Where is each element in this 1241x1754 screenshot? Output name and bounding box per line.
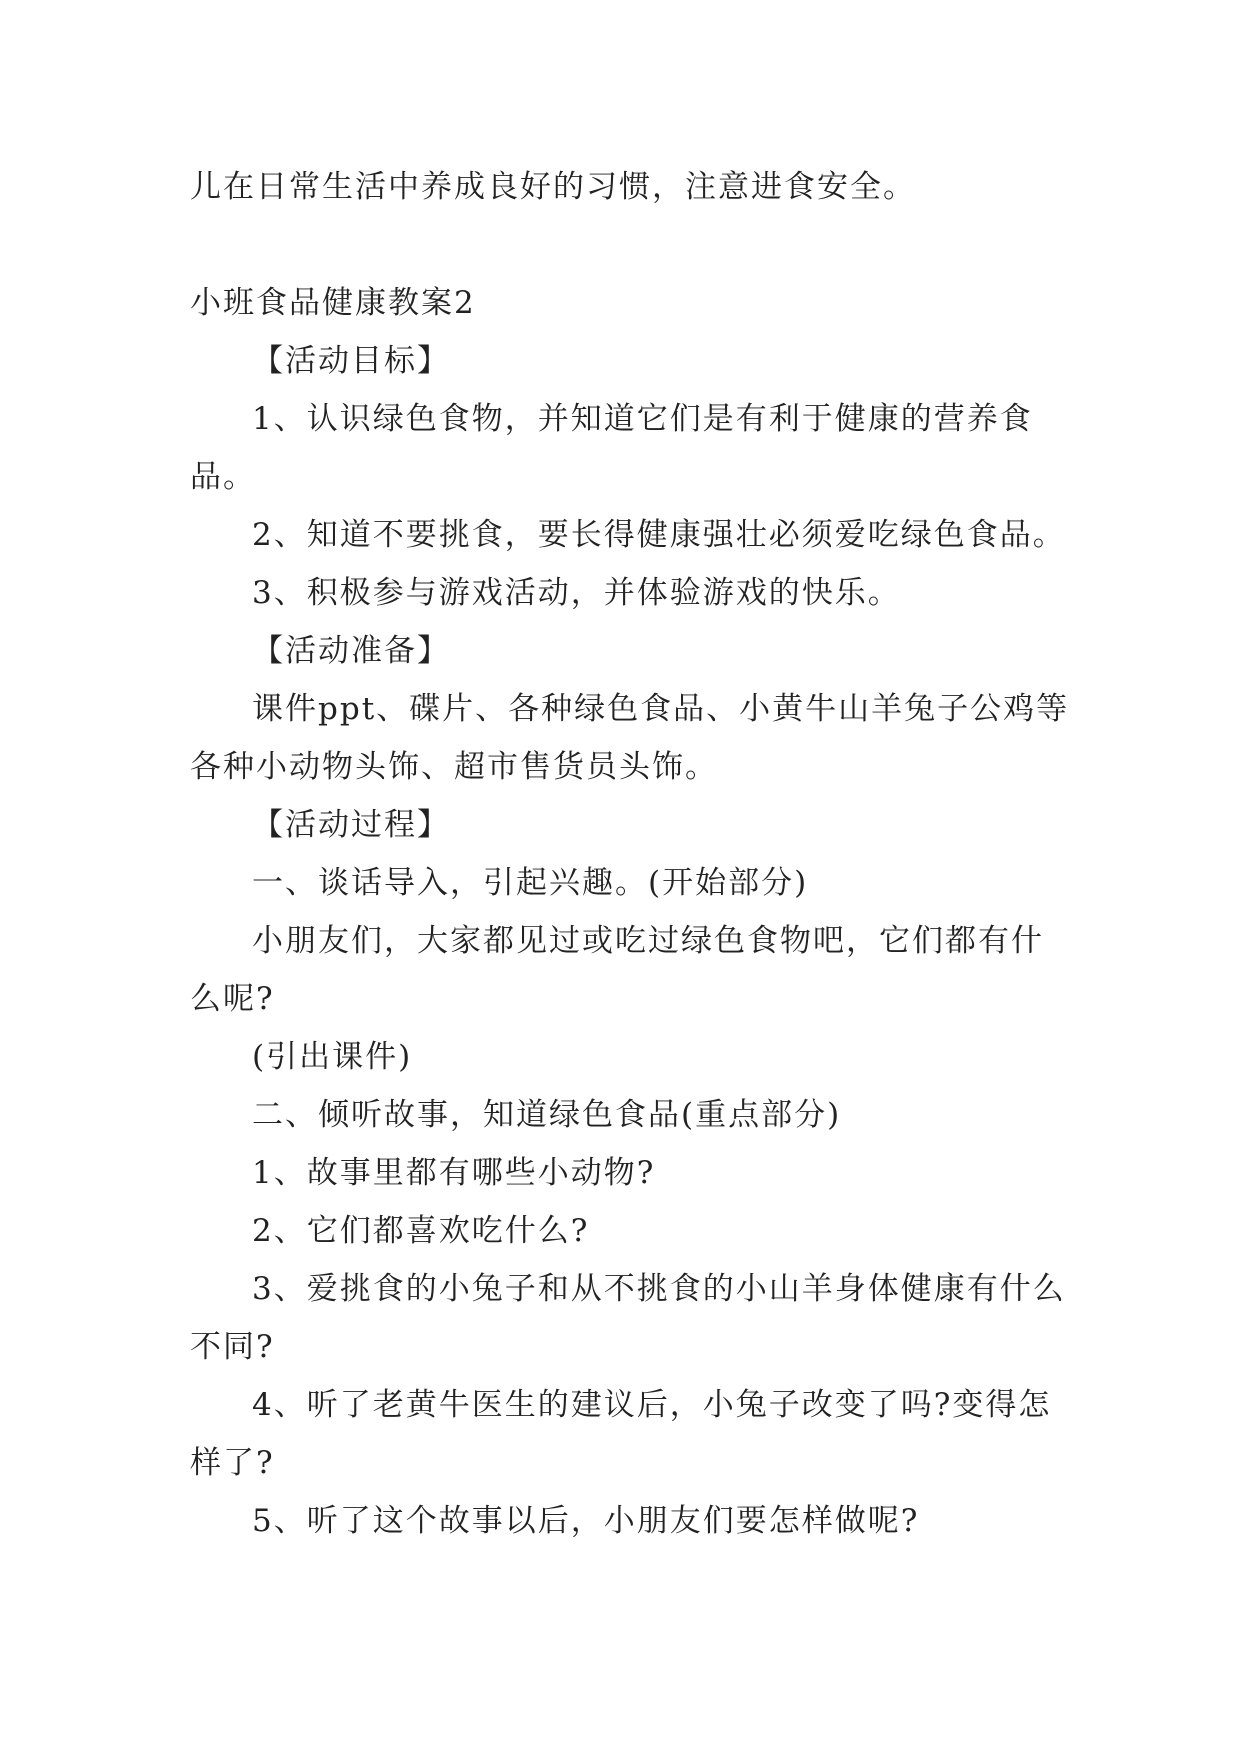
- section-title: 小班食品健康教案2: [190, 285, 476, 321]
- goal-item-1: 1、认识绿色食物，并知道它们是有利于健康的营养食品。: [190, 401, 1033, 495]
- process-step-2: 二、倾听故事，知道绿色食品(重点部分): [252, 1097, 842, 1133]
- heading-activity-goals: 【活动目标】: [252, 343, 450, 379]
- heading-activity-preparation: 【活动准备】: [252, 633, 450, 669]
- story-question-1: 1、故事里都有哪些小动物?: [252, 1155, 656, 1191]
- story-question-4: 4、听了老黄牛医生的建议后，小兔子改变了吗?变得怎样了?: [190, 1387, 1052, 1481]
- process-step-1: 一、谈话导入，引起兴趣。(开始部分): [252, 865, 809, 901]
- process-note: (引出课件): [252, 1039, 413, 1075]
- story-question-3: 3、爱挑食的小兔子和从不挑食的小山羊身体健康有什么不同?: [190, 1271, 1066, 1365]
- story-question-5: 5、听了这个故事以后，小朋友们要怎样做呢?: [252, 1503, 920, 1539]
- process-question: 小朋友们，大家都见过或吃过绿色食物吧，它们都有什么呢?: [190, 923, 1044, 1017]
- heading-activity-process: 【活动过程】: [252, 807, 450, 843]
- goal-item-3: 3、积极参与游戏活动，并体验游戏的快乐。: [252, 575, 901, 611]
- goal-item-2: 2、知道不要挑食，要长得健康强壮必须爱吃绿色食品。: [252, 517, 1066, 553]
- document-body: [190, 158, 1070, 1550]
- paragraph-continuation: 儿在日常生活中养成良好的习惯，注意进食安全。: [190, 169, 916, 205]
- story-question-2: 2、它们都喜欢吃什么?: [252, 1213, 590, 1249]
- preparation-text: 课件ppt、碟片、各种绿色食品、小黄牛山羊兔子公鸡等各种小动物头饰、超市售货员头饰。: [190, 691, 1070, 785]
